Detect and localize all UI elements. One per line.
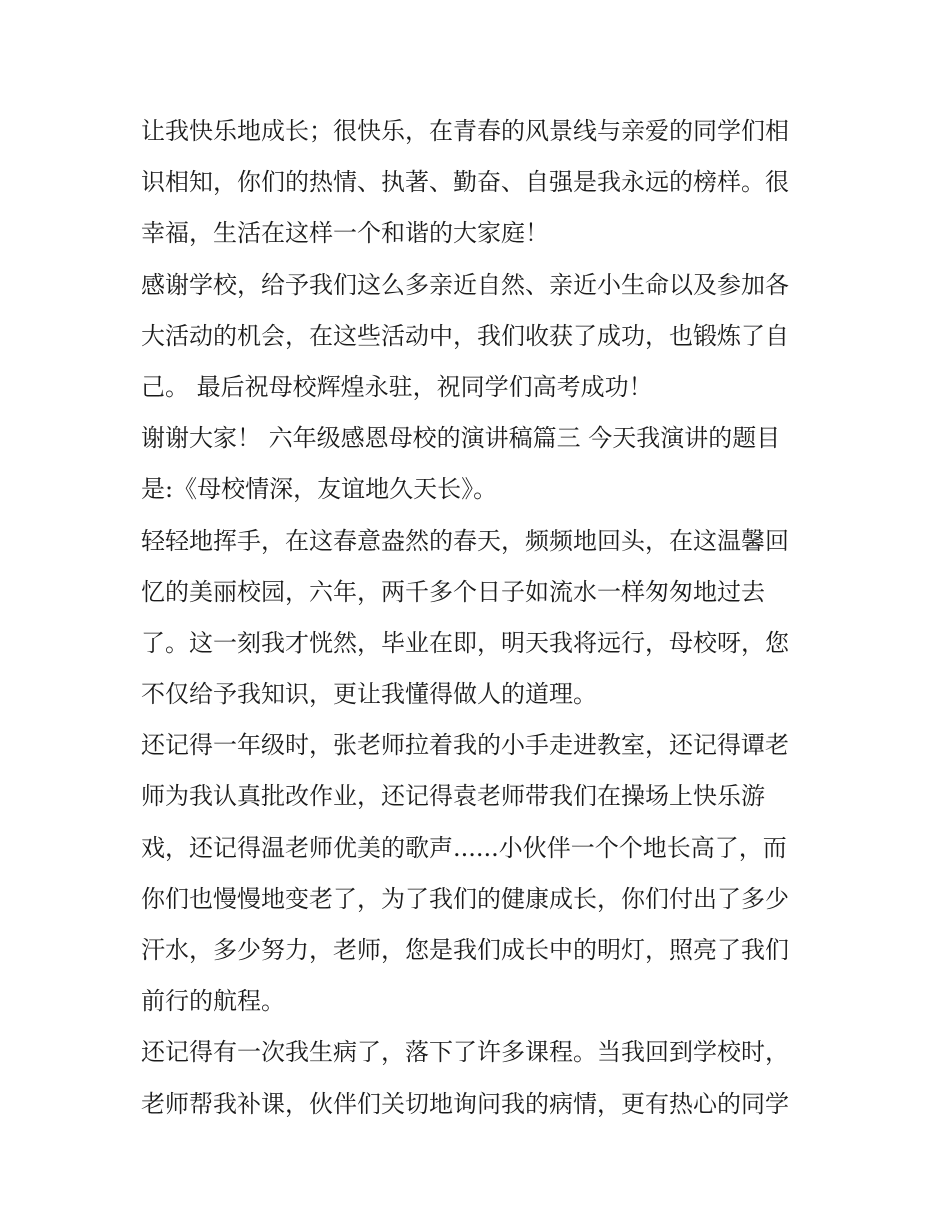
text-line: 戏，还记得温老师优美的歌声......小伙伴一个个地长高了，而	[141, 833, 787, 862]
text-line: 了。这一刻我才恍然，毕业在即，明天我将远行，母校呀，您	[141, 628, 789, 657]
text-line: 感谢学校，给予我们这么多亲近自然、亲近小生命以及参加各	[141, 270, 789, 299]
text-line: 还记得有一次我生病了，落下了许多课程。当我回到学校时，	[141, 1038, 789, 1067]
text-line: 己。 最后祝母校辉煌永驻，祝同学们高考成功！	[141, 372, 653, 401]
text-line: 老师帮我补课，伙伴们关切地询问我的病情，更有热心的同学	[141, 1089, 789, 1118]
text-line: 还记得一年级时，张老师拉着我的小手走进教室，还记得谭老	[141, 731, 789, 760]
text-line: 是:《母校情深，友谊地久天长》。	[141, 475, 498, 504]
text-line: 识相知，你们的热情、执著、勤奋、自强是我永远的榜样。很	[141, 168, 789, 197]
text-line: 大活动的机会，在这些活动中，我们收获了成功，也锻炼了自	[141, 321, 789, 350]
text-line: 师为我认真批改作业，还记得袁老师带我们在操场上快乐游	[141, 782, 765, 811]
text-line: 忆的美丽校园，六年，两千多个日子如流水一样匆匆地过去	[141, 577, 765, 606]
text-line: 幸福，生活在这样一个和谐的大家庭！	[141, 219, 549, 248]
text-line: 轻轻地挥手，在这春意盎然的春天，频频地回头，在这温馨回	[141, 526, 789, 555]
text-line: 你们也慢慢地变老了，为了我们的健康成长，你们付出了多少	[141, 884, 789, 913]
text-line: 汗水，多少努力，老师，您是我们成长中的明灯，照亮了我们	[141, 936, 789, 964]
text-line: 谢谢大家！ 六年级感恩母校的演讲稿篇三 今天我演讲的题目	[141, 424, 781, 453]
text-line: 让我快乐地成长；很快乐，在青春的风景线与亲爱的同学们相	[141, 117, 789, 145]
body-text	[141, 106, 821, 1130]
text-line: 前行的航程。	[141, 987, 285, 1016]
text-line: 不仅给予我知识，更让我懂得做人的道理。	[141, 680, 597, 709]
